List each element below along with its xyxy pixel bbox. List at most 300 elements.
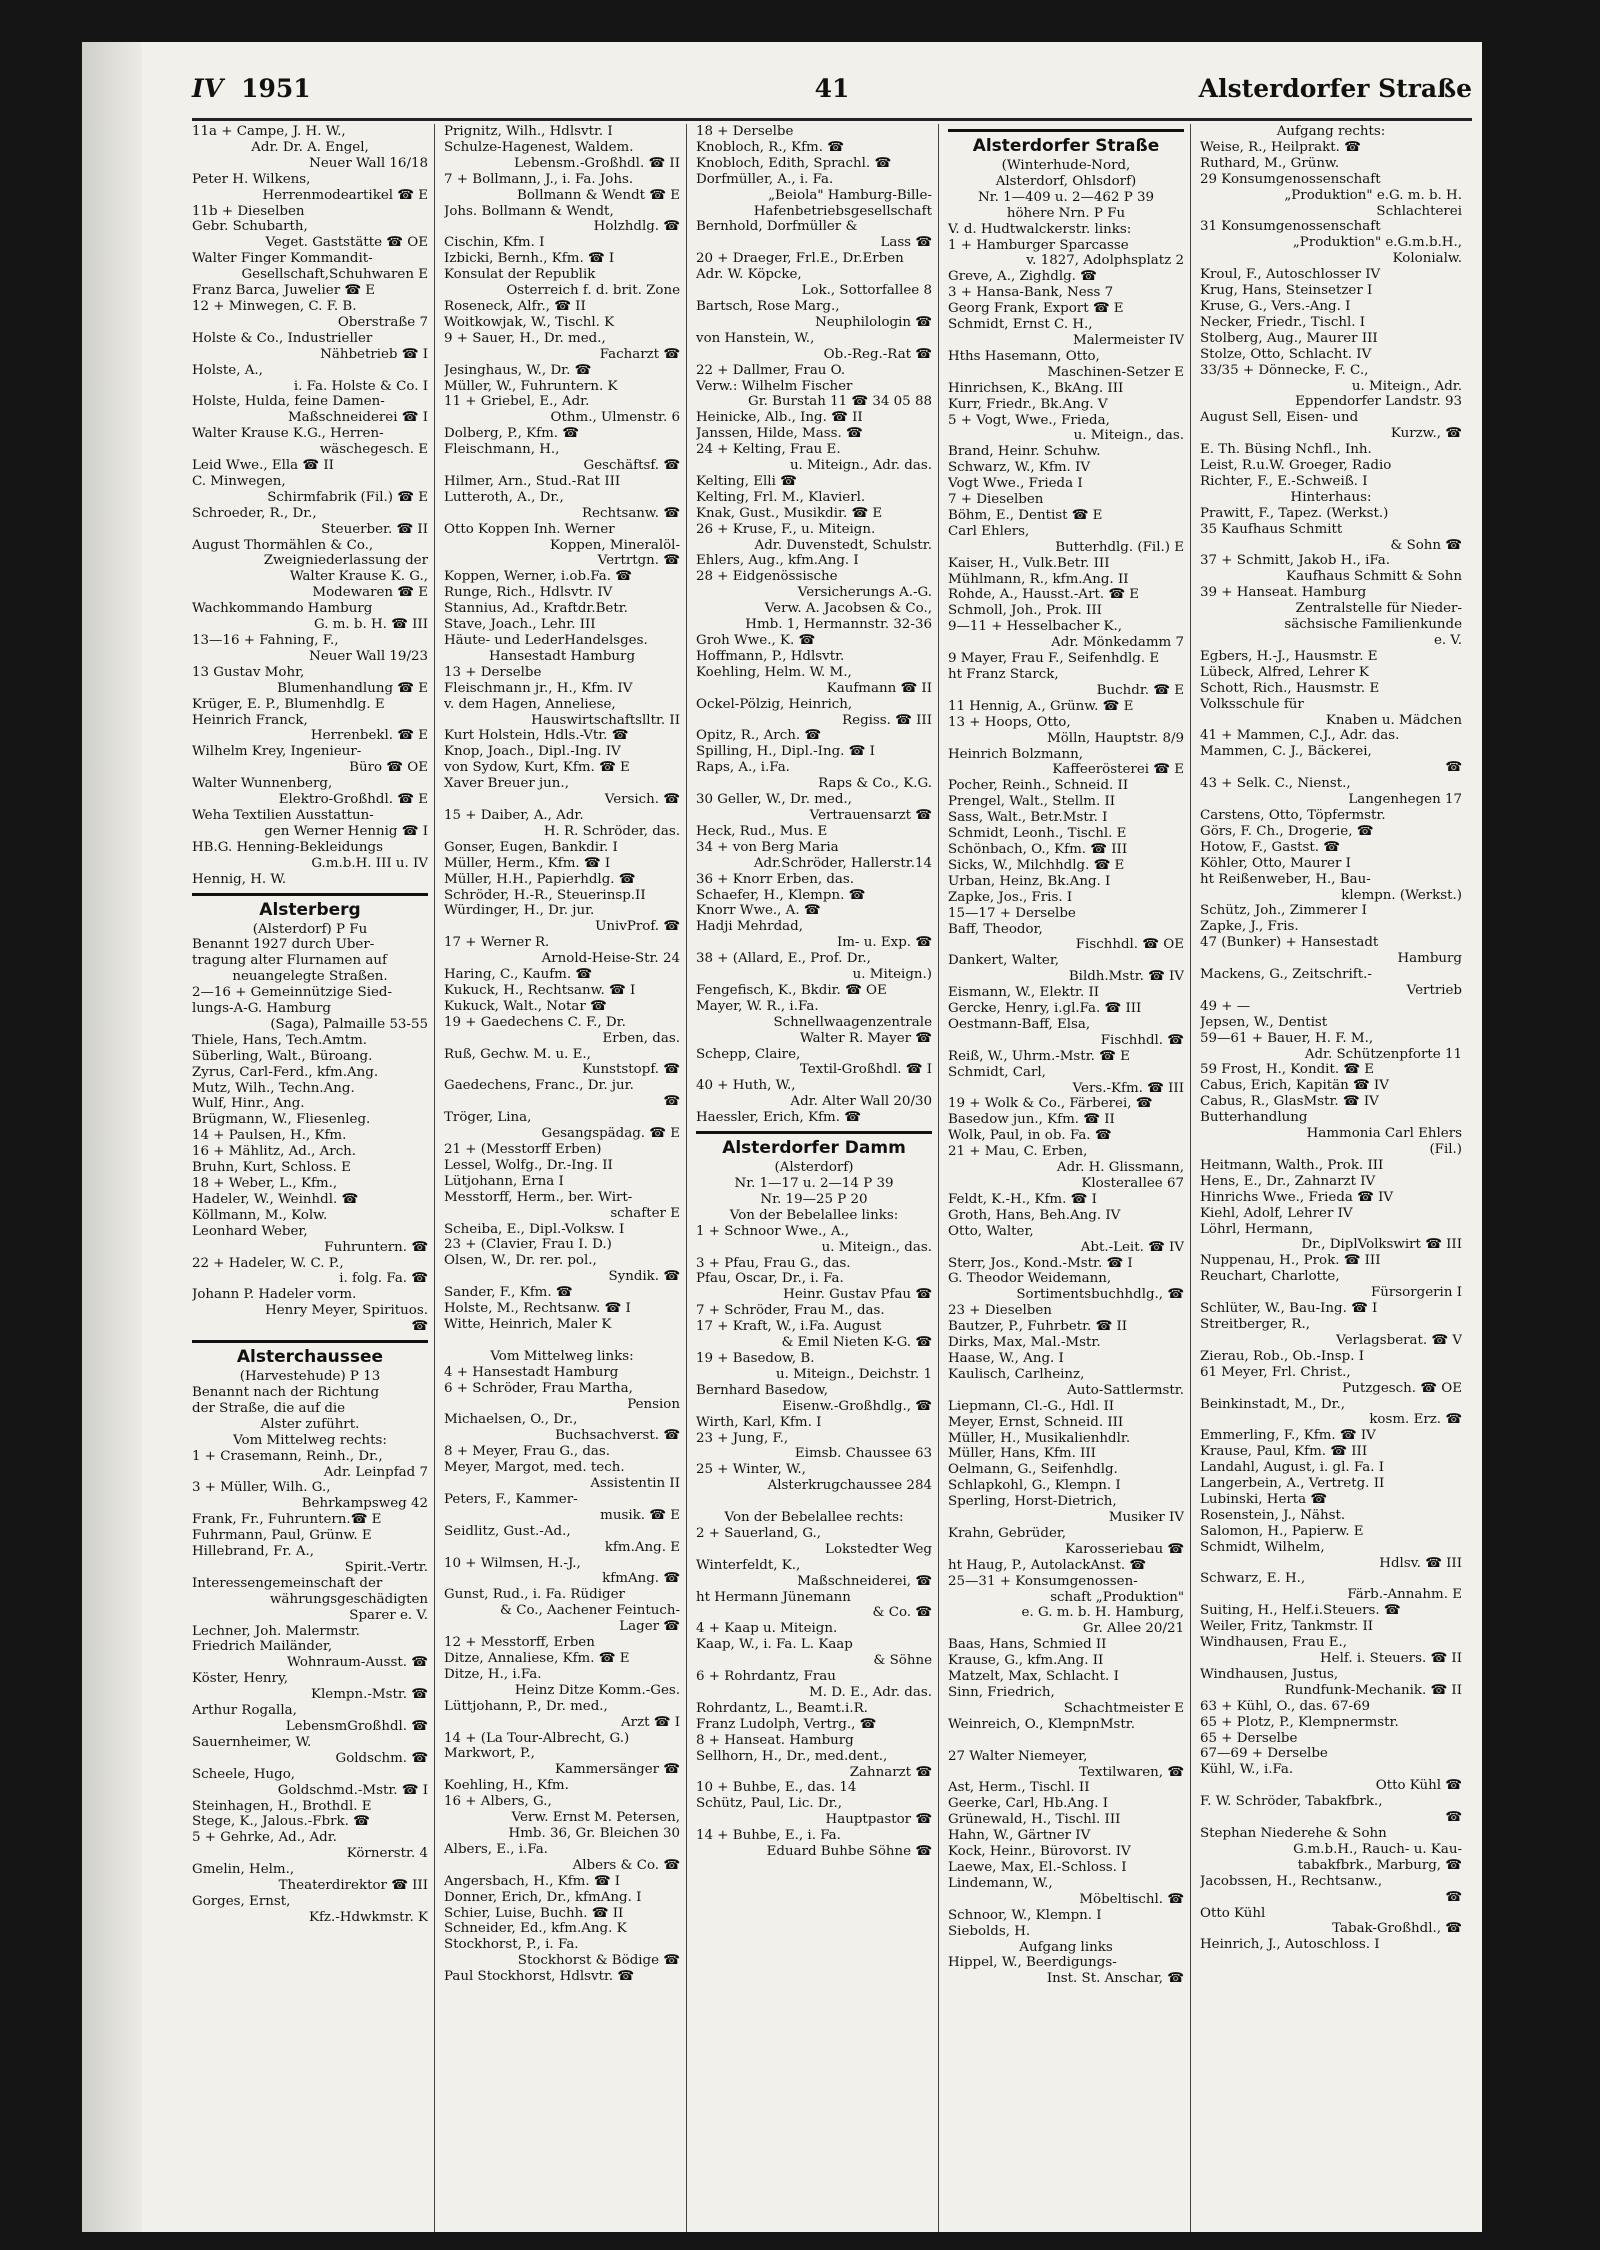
- directory-entry-line: Eisenw.-Großhdlg., ☎: [782, 1398, 932, 1414]
- directory-entry-line: Aufgang links: [1019, 1939, 1113, 1955]
- directory-entry-line: Langenhegen 17: [1348, 792, 1462, 808]
- directory-entry-line: ☎: [1445, 760, 1462, 776]
- directory-entry-line: 11b + Dieselben: [192, 203, 305, 219]
- directory-entry-line: Weha Textilien Ausstattun-: [192, 807, 374, 823]
- directory-entry-line: Verw. Ernst M. Petersen,: [511, 1810, 680, 1826]
- directory-entry-line: Rundfunk-Mechanik. ☎ II: [1284, 1682, 1462, 1698]
- directory-entry-line: Krause, Paul, Kfm. ☎ III: [1200, 1444, 1368, 1460]
- directory-entry-line: 29 Konsumgenossenschaft: [1200, 171, 1381, 187]
- directory-entry-line: Krahn, Gebrüder,: [948, 1525, 1067, 1541]
- directory-entry-line: Koppen, Werner, i.ob.Fa. ☎: [444, 569, 632, 585]
- directory-entry-line: 16 + Mählitz, Ad., Arch.: [192, 1144, 357, 1160]
- directory-entry-line: Fürsorgerin I: [1370, 1285, 1462, 1301]
- directory-entry-line: Schier, Luise, Buchh. ☎ II: [444, 1905, 624, 1921]
- directory-column-3: [696, 124, 932, 1860]
- directory-entry-line: Hinrichs Wwe., Frieda ☎ IV: [1200, 1189, 1394, 1205]
- directory-entry-line: 21 + Mau, C. Erben,: [948, 1144, 1088, 1160]
- directory-entry-line: i. Fa. Holste & Co. I: [293, 378, 428, 394]
- directory-entry-line: Arnold-Heise-Str. 24: [541, 951, 680, 967]
- directory-entry-line: Schmidt, Wilhelm,: [1200, 1539, 1325, 1555]
- directory-entry-line: Möbeltischl. ☎: [1079, 1891, 1184, 1907]
- directory-entry-line: v. dem Hagen, Anneliese,: [444, 696, 616, 712]
- directory-entry-line: 59 Frost, H., Kondit. ☎ E: [1200, 1062, 1375, 1078]
- directory-entry-line: Sass, Walt., Betr.Mstr. I: [948, 810, 1108, 826]
- directory-entry-line: 1 + Schnoor Wwe., A.,: [696, 1223, 850, 1239]
- directory-entry-line: Pocher, Reinh., Schneid. II: [948, 778, 1129, 794]
- directory-column-1: [192, 124, 428, 1926]
- directory-entry-line: Krüger, E. P., Blumenhdlg. E: [192, 696, 385, 712]
- directory-entry-line: 20 + Draeger, Frl.E., Dr.Erben: [696, 251, 904, 267]
- directory-entry-line: Groth, Hans, Beh.Ang. IV: [948, 1207, 1121, 1223]
- directory-entry-line: 7 + Dieselben: [948, 492, 1044, 508]
- directory-entry-line: Sinn, Friedrich,: [948, 1685, 1055, 1700]
- directory-entry-line: Musiker IV: [1108, 1510, 1184, 1526]
- directory-entry-line: Gercke, Henry, i.gl.Fa. ☎ III: [948, 1001, 1142, 1017]
- directory-entry-line: Knorr Wwe., A. ☎: [696, 903, 821, 919]
- directory-entry-line: Vom Mittelweg links:: [490, 1348, 634, 1364]
- directory-entry-line: Ob.-Reg.-Rat ☎: [823, 346, 932, 362]
- directory-entry-line: u. Miteign., das.: [821, 1239, 932, 1255]
- directory-entry-line: Lebensm.-Großhdl. ☎ II: [514, 155, 680, 171]
- directory-entry-line: Hmb. 36, Gr. Bleichen 30: [508, 1825, 680, 1841]
- directory-entry-line: Kammersänger ☎: [554, 1762, 680, 1778]
- directory-entry-line: Schwarz, W., Kfm. IV: [948, 460, 1091, 476]
- directory-entry-line: Mammen, C. J., Bäckerei,: [1200, 744, 1372, 760]
- directory-entry-line: Adr. W. Köpcke,: [696, 267, 802, 283]
- directory-entry-line: Gunst, Rud., i. Fa. Rüdiger: [444, 1587, 625, 1603]
- directory-entry-line: Thiele, Hans, Tech.Amtm.: [192, 1032, 368, 1048]
- directory-entry-line: Wirth, Karl, Kfm. I: [696, 1414, 822, 1430]
- directory-entry-line: Alsterdorf, Ohlsdorf): [995, 173, 1137, 189]
- directory-entry-line: G. Theodor Weidemann,: [948, 1271, 1112, 1287]
- directory-entry-line: Hinterhaus:: [1290, 489, 1372, 505]
- directory-entry-line: musik. ☎ E: [600, 1507, 680, 1523]
- directory-entry-line: Elektro-Großhdl. ☎ E: [278, 792, 428, 808]
- directory-entry-line: Verw.: Wilhelm Fischer: [696, 378, 853, 394]
- directory-entry-line: 40 + Huth, W.,: [696, 1078, 796, 1094]
- directory-entry-line: Markwort, P.,: [444, 1746, 535, 1762]
- directory-entry-line: Peters, F., Kammer-: [444, 1491, 578, 1507]
- directory-entry-line: Raps, A., i.Fa.: [696, 760, 790, 776]
- directory-entry-line: Hinrichsen, K., BkAng. III: [948, 380, 1124, 396]
- directory-entry-line: Schlüter, W., Bau-Ing. ☎ I: [1200, 1301, 1378, 1317]
- directory-entry-line: Fengefisch, K., Bkdir. ☎ OE: [696, 982, 887, 998]
- directory-entry-line: Brügmann, W., Fliesenleg.: [192, 1112, 371, 1128]
- directory-entry-line: Herrenbekl. ☎ E: [310, 728, 428, 744]
- directory-entry-line: Sellhorn, H., Dr., med.dent.,: [696, 1748, 888, 1764]
- directory-entry-line: Otto Kühl ☎: [1375, 1778, 1462, 1794]
- directory-entry-line: 38 + (Allard, E., Prof. Dr.,: [696, 951, 871, 967]
- directory-entry-line: 6 + Schröder, Frau Martha,: [444, 1380, 633, 1396]
- directory-entry-line: Kaulisch, Carlheinz,: [948, 1366, 1085, 1382]
- directory-entry-line: e. V.: [1433, 633, 1462, 648]
- directory-entry-line: kosm. Erz. ☎: [1369, 1412, 1462, 1428]
- directory-entry-line: Adr. Duvenstedt, Schulstr.: [754, 537, 932, 553]
- directory-entry-line: G. m. b. H. ☎ III: [313, 617, 428, 633]
- directory-entry-line: Witte, Heinrich, Maler K: [444, 1316, 612, 1332]
- directory-entry-line: Versicherungs A.-G.: [797, 585, 932, 601]
- directory-entry-line: Weiler, Fritz, Tankmstr. II: [1200, 1619, 1374, 1635]
- directory-entry-line: Schroeder, R., Dr.,: [192, 505, 317, 521]
- directory-entry-line: Dorfmüller, A., i. Fa.: [696, 171, 834, 187]
- directory-entry-line: Johs. Bollmann & Wendt,: [444, 203, 614, 219]
- directory-entry-line: Schachtmeister E: [1063, 1700, 1184, 1716]
- directory-entry-line: Streitberger, R.,: [1200, 1316, 1310, 1332]
- directory-entry-line: i. folg. Fa. ☎: [339, 1271, 428, 1287]
- directory-entry-line: Kruse, G., Vers.-Ang. I: [1200, 298, 1351, 314]
- directory-entry-line: Schaefer, H., Klempn. ☎: [696, 887, 866, 903]
- directory-entry-line: klempn. (Werkst.): [1341, 887, 1462, 903]
- directory-entry-line: & Emil Nieten K-G. ☎: [781, 1335, 932, 1351]
- directory-entry-line: 5 + Vogt, Wwe., Frieda,: [948, 412, 1110, 428]
- directory-entry-line: Klempn.-Mstr. ☎: [311, 1687, 428, 1703]
- directory-entry-line: Sterr, Jos., Kond.-Mstr. ☎ I: [948, 1255, 1133, 1271]
- directory-entry-line: 9 Mayer, Frau F., Seifenhdlg. E: [948, 651, 1160, 667]
- directory-entry-line: Georg Frank, Export ☎ E: [948, 301, 1124, 317]
- directory-entry-line: Hammonia Carl Ehlers: [1306, 1126, 1462, 1142]
- directory-entry-line: Jesinghaus, W., Dr. ☎: [444, 362, 592, 378]
- directory-entry-line: Scheele, Hugo,: [192, 1766, 296, 1782]
- directory-entry-line: Adr. Schützenpforte 11: [1304, 1046, 1462, 1062]
- directory-entry-line: Interessengemeinschaft der: [192, 1575, 383, 1591]
- directory-entry-line: Hansestadt Hamburg: [488, 648, 636, 664]
- directory-entry-line: Walter Krause K.G., Herren-: [192, 426, 384, 442]
- directory-entry-line: Hafenbetriebsgesellschaft: [753, 203, 932, 219]
- directory-entry-line: Fischhdl. ☎: [1100, 1032, 1184, 1048]
- directory-entry-line: 25—31 + Konsumgenossen-: [948, 1573, 1138, 1589]
- directory-entry-line: ht Haug, P., AutolackAnst. ☎: [948, 1557, 1147, 1573]
- directory-entry-line: Walter Wunnenberg,: [192, 776, 333, 792]
- directory-entry-line: Vertrtgn. ☎: [597, 553, 680, 569]
- directory-entry-line: Weinreich, O., KlempnMstr.: [948, 1716, 1135, 1732]
- directory-entry-line: F. W. Schröder, Tabakfbrk.,: [1200, 1794, 1383, 1810]
- directory-entry-line: 11a + Campe, J. H. W.,: [192, 124, 346, 139]
- directory-entry-line: Olsen, W., Dr. rer. pol.,: [444, 1253, 597, 1269]
- directory-entry-line: Nr. 1—409 u. 2—462 P 39: [977, 189, 1155, 205]
- directory-entry-line: Gmelin, Helm.,: [192, 1862, 295, 1878]
- directory-entry-line: Kfz.-Hdwkmstr. K: [308, 1909, 428, 1925]
- directory-entry-line: Haessler, Erich, Kfm. ☎: [696, 1110, 861, 1126]
- directory-entry-line: Egbers, H.-J., Hausmstr. E: [1200, 648, 1378, 664]
- directory-entry-line: Schlachterei: [1376, 203, 1462, 219]
- directory-entry-line: 67—69 + Derselbe: [1200, 1746, 1328, 1762]
- directory-entry-line: Schütz, Paul, Lic. Dr.,: [696, 1796, 843, 1812]
- directory-entry-line: 3 + Pfau, Frau G., das.: [696, 1255, 851, 1271]
- directory-entry-line: 5 + Gehrke, Ad., Adr.: [192, 1830, 337, 1846]
- directory-entry-line: Tabak-Großhdl., ☎: [1332, 1921, 1462, 1937]
- directory-entry-line: Karosseriebau ☎: [1065, 1541, 1184, 1557]
- directory-entry-line: 24 + Kelting, Frau E.: [696, 442, 841, 458]
- directory-entry-line: Benannt 1927 durch Über-: [192, 937, 375, 953]
- directory-entry-line: tragung alter Flurnamen auf: [192, 953, 387, 969]
- directory-entry-line: Köhler, Otto, Maurer I: [1200, 855, 1351, 871]
- directory-entry-line: 25 + Winter, W.,: [696, 1462, 806, 1478]
- directory-entry-line: Runge, Rich., Hdlsvtr. IV: [444, 585, 613, 601]
- directory-entry-line: Schnellwaagenzentrale: [773, 1014, 932, 1030]
- directory-entry-line: Lok., Sottorfallee 8: [801, 283, 932, 299]
- directory-entry-line: Mayer, W. R., i.Fa.: [696, 998, 819, 1014]
- directory-entry-line: 47 (Bunker) + Hansestadt: [1200, 935, 1379, 951]
- directory-entry-line: 17 + Kraft, W., i.Fa. August: [696, 1319, 882, 1335]
- directory-entry-line: Süberling, Walt., Büroang.: [192, 1048, 373, 1064]
- directory-entry-line: Holste, Hulda, feine Damen-: [192, 394, 385, 410]
- directory-entry-line: der Straße, die auf die: [192, 1400, 346, 1416]
- directory-entry-line: Laewe, Max, El.-Schloss. I: [948, 1859, 1127, 1875]
- directory-entry-line: 12 + Messtorff, Erben: [444, 1635, 595, 1651]
- directory-entry-line: 9—11 + Hesselbacher K.,: [948, 619, 1123, 635]
- directory-entry-line: Holste, A.,: [192, 362, 263, 378]
- directory-entry-line: Spilling, H., Dipl.-Ing. ☎ I: [696, 744, 875, 760]
- directory-entry-line: Kurzw., ☎: [1390, 426, 1462, 442]
- directory-entry-line: Kock, Heinr., Bürovorst. IV: [948, 1844, 1131, 1860]
- directory-entry-line: Ehlers, Aug., kfm.Ang. I: [696, 553, 859, 569]
- directory-entry-line: Herrenmodeartikel ☎ E: [262, 187, 428, 203]
- directory-entry-line: 14 + Buhbe, E., i. Fa.: [696, 1828, 841, 1844]
- directory-entry-line: Sauernheimer, W.: [192, 1734, 312, 1750]
- directory-entry-line: Verw. A. Jacobsen & Co.,: [764, 601, 932, 617]
- directory-entry-line: Müller, Herm., Kfm. ☎ I: [444, 855, 611, 871]
- directory-entry-line: Goldschm. ☎: [335, 1750, 428, 1766]
- directory-entry-line: August Sell, Eisen- und: [1200, 410, 1359, 426]
- directory-entry-line: Von der Bebelallee links:: [729, 1207, 899, 1223]
- directory-entry-line: Albers & Co. ☎: [572, 1857, 680, 1873]
- directory-entry-line: Löhrl, Hermann,: [1200, 1221, 1313, 1237]
- directory-entry-line: 6 + Rohrdantz, Frau: [696, 1669, 836, 1685]
- directory-entry-line: Koehling, H., Kfm.: [444, 1778, 569, 1794]
- directory-entry-line: 34 + von Berg Maria: [696, 839, 839, 855]
- directory-entry-line: [444, 1333, 680, 1349]
- directory-entry-line: Schmidt, Ernst C. H.,: [948, 317, 1093, 333]
- directory-entry-line: Langerbein, A., Vertretg. II: [1200, 1476, 1385, 1492]
- directory-entry-line: 17 + Werner R.: [444, 935, 550, 951]
- directory-entry-line: 9 + Sauer, H., Dr. med.,: [444, 330, 606, 346]
- directory-entry-line: C. Minwegen,: [192, 473, 286, 489]
- directory-entry-line: Bautzer, P., Fuhrbetr. ☎ II: [948, 1319, 1128, 1335]
- directory-entry-line: Goldschmd.-Mstr. ☎ I: [277, 1782, 428, 1798]
- directory-entry-line: Suiting, H., Helf.i.Steuers. ☎: [1200, 1603, 1401, 1619]
- directory-entry-line: Zierau, Rob., Ob.-Insp. I: [1200, 1348, 1365, 1364]
- directory-entry-line: Heinz Ditze Komm.-Ges.: [514, 1682, 680, 1698]
- directory-entry-line: Liepmann, Cl.-G., Hdl. II: [948, 1398, 1115, 1414]
- directory-entry-line: 3 + Müller, Wilh. G.,: [192, 1480, 331, 1496]
- directory-entry-line: Schlapkohl, G., Klempn. I: [948, 1478, 1121, 1494]
- directory-entry-line: tabakfbrk., Marburg, ☎: [1297, 1857, 1462, 1873]
- directory-entry-line: Färb.-Annahm. E: [1347, 1587, 1462, 1603]
- directory-entry-line: Hadeler, W., Weinhdl. ☎: [192, 1191, 359, 1207]
- directory-entry-line: Stannius, Ad., Kraftdr.Betr.: [444, 601, 628, 617]
- directory-entry-line: Franz Barca, Juwelier ☎ E: [192, 283, 376, 299]
- directory-entry-line: 33/35 + Dönnecke, F. C.,: [1200, 362, 1369, 378]
- directory-entry-line: 7 + Schröder, Frau M., das.: [696, 1303, 885, 1319]
- directory-entry-line: 14 + Paulsen, H., Kfm.: [192, 1128, 347, 1144]
- directory-entry-line: Leist, R.u.W. Groeger, Radio: [1200, 458, 1392, 474]
- directory-entry-line: Steinhagen, H., Brothdl. E: [192, 1798, 372, 1814]
- directory-entry-line: Hauswirtschaftslltr. II: [531, 712, 680, 728]
- directory-entry-line: Sicks, W., Milchhdlg. ☎ E: [948, 857, 1125, 873]
- directory-entry-line: Alsterkrugchaussee 284: [767, 1478, 932, 1494]
- directory-entry-line: Heinicke, Alb., Ing. ☎ II: [696, 410, 863, 426]
- directory-entry-line: Kunststopf. ☎: [582, 1062, 680, 1078]
- directory-entry-line: Jacobssen, H., Rechtsanw.,: [1200, 1873, 1383, 1889]
- directory-entry-line: 43 + Selk. C., Nienst.,: [1200, 776, 1351, 792]
- directory-entry-line: Peter H. Wilkens,: [192, 171, 311, 187]
- column-rule: [686, 124, 687, 2232]
- directory-entry-line: Schnoor, W., Klempn. I: [948, 1907, 1102, 1923]
- directory-entry-line: 4 + Kaap u. Miteign.: [696, 1621, 838, 1637]
- directory-entry-line: ☎: [411, 1319, 428, 1335]
- directory-entry-line: Basedow jun., Kfm. ☎ II: [948, 1112, 1115, 1128]
- directory-entry-line: Heinrich, J., Autoschloss. I: [1200, 1937, 1380, 1953]
- directory-entry-line: Henry Meyer, Spirituos.: [265, 1303, 428, 1319]
- directory-entry-line: Messtorff, Herm., ber. Wirt-: [444, 1189, 633, 1205]
- directory-entry-line: Müller, Hans, Kfm. III: [948, 1446, 1096, 1462]
- directory-entry-line: Schmidt, Leonh., Tischl. E: [948, 826, 1127, 842]
- directory-entry-line: Bruhn, Kurt, Schloss. E: [192, 1160, 351, 1176]
- directory-entry-line: Mutz, Wilh., Techn.Ang.: [192, 1080, 355, 1096]
- directory-entry-line: Theaterdirektor ☎ III: [278, 1878, 428, 1894]
- directory-entry-line: Büro ☎ OE: [349, 760, 428, 776]
- directory-entry-line: Othm., Ulmenstr. 6: [550, 410, 680, 426]
- directory-entry-line: Textilwaren, ☎: [1079, 1764, 1184, 1780]
- directory-entry-line: 13—16 + Fahning, F.,: [192, 633, 339, 648]
- directory-entry-line: Heitmann, Walth., Prok. III: [1200, 1157, 1384, 1173]
- directory-entry-line: ☎: [663, 1094, 680, 1110]
- directory-entry-line: (Winterhude-Nord,: [1001, 158, 1131, 173]
- directory-entry-line: schafter E: [610, 1205, 680, 1221]
- directory-entry-line: Zweigniederlassung der: [263, 553, 428, 569]
- directory-entry-line: Eismann, W., Elektr. II: [948, 985, 1100, 1001]
- directory-entry-line: Schröder, H.-R., Steuerinsp.II: [444, 887, 646, 903]
- directory-entry-line: Kaufmann ☎ II: [826, 680, 932, 696]
- directory-entry-line: Lübeck, Alfred, Lehrer K: [1200, 664, 1369, 680]
- directory-entry-line: Schepp, Claire,: [696, 1046, 801, 1062]
- directory-entry-line: Im- u. Exp. ☎: [837, 935, 932, 951]
- directory-entry-line: Österreich f. d. brit. Zone: [506, 283, 680, 299]
- directory-entry-line: Schmoll, Joh., Prok. III: [948, 603, 1102, 619]
- directory-entry-line: Walter Krause K. G.,: [289, 569, 428, 585]
- directory-entry-line: Müller, H., Musikalienhdlr.: [948, 1430, 1131, 1446]
- directory-entry-line: Koppen, Mineralöl-: [550, 537, 680, 553]
- directory-entry-line: Groh Wwe., K. ☎: [696, 633, 816, 648]
- directory-entry-line: von Hanstein, W.,: [696, 330, 815, 346]
- directory-entry-line: Spirit.-Vertr.: [344, 1559, 428, 1575]
- directory-entry-line: Holzhdlg. ☎: [593, 219, 680, 235]
- directory-entry-line: ht Reißenweber, H., Bau-: [1200, 871, 1371, 887]
- directory-entry-line: 26 + Kruse, F., u. Miteign.: [696, 521, 876, 537]
- directory-entry-line: Kaiser, H., Vulk.Betr. III: [948, 555, 1110, 571]
- directory-entry-line: 18 + Derselbe: [696, 124, 794, 139]
- directory-entry-line: Häute- und LederHandelsges.: [444, 633, 648, 648]
- directory-entry-line: 11 Hennig, A., Grünw. ☎ E: [948, 698, 1134, 714]
- directory-entry-line: Lokstedter Weg: [825, 1541, 932, 1557]
- directory-column-2: [444, 124, 680, 1985]
- directory-entry-line: neuangelegte Straßen.: [232, 969, 388, 985]
- directory-entry-line: Volksschule für: [1200, 696, 1304, 712]
- directory-entry-line: Gonser, Eugen, Bankdir. I: [444, 839, 618, 855]
- directory-entry-line: Frank, Fr., Fuhruntern.☎ E: [192, 1512, 382, 1528]
- directory-entry-line: Schönbach, O., Kfm. ☎ III: [948, 841, 1128, 857]
- directory-entry-line: Bollmann & Wendt ☎ E: [517, 187, 680, 203]
- directory-entry-line: Oestmann-Baff, Elsa,: [948, 1016, 1091, 1032]
- directory-entry-line: Kolonialw.: [1392, 251, 1462, 267]
- directory-entry-line: Müller, W., Fuhruntern. K: [444, 378, 618, 394]
- directory-entry-line: Friedrich Mailänder,: [192, 1639, 333, 1655]
- directory-entry-line: Arzt ☎ I: [621, 1714, 680, 1730]
- directory-entry-line: Körnerstr. 4: [346, 1846, 428, 1862]
- directory-entry-line: 8 + Meyer, Frau G., das.: [444, 1444, 611, 1460]
- directory-entry-line: 39 + Hanseat. Hamburg: [1200, 585, 1367, 601]
- directory-entry-line: Oelmann, G., Seifenhdlg.: [948, 1462, 1118, 1478]
- directory-column-4: [948, 124, 1184, 1987]
- directory-entry-line: Prawitt, F., Tapez. (Werkst.): [1200, 505, 1389, 521]
- directory-entry-line: Winterfeldt, K.,: [696, 1557, 801, 1573]
- directory-entry-line: ☎: [1445, 1889, 1462, 1905]
- directory-entry-line: & Co. ☎: [872, 1605, 932, 1621]
- directory-entry-line: schaft „Produktion": [1050, 1589, 1184, 1605]
- directory-entry-line: Fleischmann, H.,: [444, 442, 560, 458]
- directory-entry-line: Kiehl, Adolf, Lehrer IV: [1200, 1205, 1353, 1221]
- directory-entry-line: Steuerber. ☎ II: [321, 521, 428, 537]
- directory-entry-line: Kelting, Elli ☎: [696, 473, 797, 489]
- directory-entry-line: Schott, Rich., Hausmstr. E: [1200, 680, 1380, 696]
- column-rule: [1190, 124, 1191, 2232]
- directory-entry-line: Beinkinstadt, M., Dr.,: [1200, 1396, 1346, 1412]
- directory-entry-line: Janssen, Hilde, Mass. ☎: [696, 426, 863, 442]
- directory-entry-line: 12 + Minwegen, C. F. B.: [192, 298, 357, 314]
- directory-entry-line: Reiß, W., Uhrm.-Mstr. ☎ E: [948, 1048, 1130, 1064]
- directory-entry-line: Knobloch, R., Kfm. ☎: [696, 139, 844, 155]
- directory-entry-line: Sperling, Horst-Dietrich,: [948, 1494, 1117, 1510]
- directory-entry-line: Krug, Hans, Steinsetzer I: [1200, 283, 1373, 299]
- directory-entry-line: (Fil.): [1429, 1142, 1462, 1157]
- directory-entry-line: Stolberg, Aug., Maurer III: [1200, 330, 1378, 346]
- directory-entry-line: Lütjohann, Erna I: [444, 1173, 564, 1189]
- directory-entry-line: Adr. Alter Wall 20/30: [790, 1094, 932, 1110]
- directory-entry-line: Lindemann, W.,: [948, 1875, 1053, 1891]
- column-rule: [938, 124, 939, 2232]
- directory-entry-line: Fuhruntern. ☎: [324, 1239, 428, 1255]
- directory-entry-line: Holste & Co., Industrieller: [192, 330, 373, 346]
- directory-entry-line: Bernhold, Dorfmüller &: [696, 219, 858, 235]
- directory-entry-line: Stephan Niederehe & Sohn: [1200, 1825, 1387, 1841]
- directory-entry-line: Eppendorfer Landstr. 93: [1295, 394, 1462, 410]
- directory-entry-line: Stolze, Otto, Schlacht. IV: [1200, 346, 1372, 362]
- directory-entry-line: Knop, Joach., Dipl.-Ing. IV: [444, 744, 621, 760]
- directory-entry-line: Lechner, Joh. Malermstr.: [192, 1623, 360, 1639]
- directory-entry-line: Adr. Dr. A. Engel,: [251, 139, 369, 155]
- directory-entry-line: Knak, Gust., Musikdir. ☎ E: [696, 505, 883, 521]
- directory-entry-line: 13 + Hoops, Otto,: [948, 714, 1071, 730]
- directory-entry-line: 14 + (La Tour-Albrecht, G.): [444, 1730, 630, 1746]
- directory-entry-line: Knobloch, Edith, Sprachl. ☎: [696, 155, 892, 171]
- directory-entry-line: sächsische Familienkunde: [1284, 617, 1462, 633]
- directory-column-5: [1200, 124, 1462, 1953]
- directory-entry-line: UnivProf. ☎: [595, 919, 680, 935]
- directory-entry-line: Heinrich Franck,: [192, 712, 308, 728]
- directory-entry-line: 2—16 + Gemeinnützige Sied-: [192, 985, 393, 1001]
- directory-entry-line: Auto-Sattlermstr.: [1067, 1382, 1184, 1398]
- directory-entry-line: Müller, H.H., Papierhdlg. ☎: [444, 871, 636, 887]
- directory-entry-line: Donner, Erich, Dr., kfmAng. I: [444, 1889, 642, 1905]
- directory-entry-line: Otto, Walter,: [948, 1223, 1034, 1239]
- directory-entry-line: Hadji Mehrdad,: [696, 919, 803, 935]
- directory-entry-line: 36 + Knorr Erben, das.: [696, 871, 855, 887]
- directory-entry-line: Lutteroth, A., Dr.,: [444, 489, 564, 505]
- directory-entry-line: Ruthard, M., Grünw.: [1200, 155, 1340, 171]
- directory-entry-line: Alster zuführt.: [260, 1416, 360, 1432]
- page-header: [192, 70, 1472, 121]
- directory-entry-line: Schütz, Joh., Zimmerer I: [1200, 903, 1367, 919]
